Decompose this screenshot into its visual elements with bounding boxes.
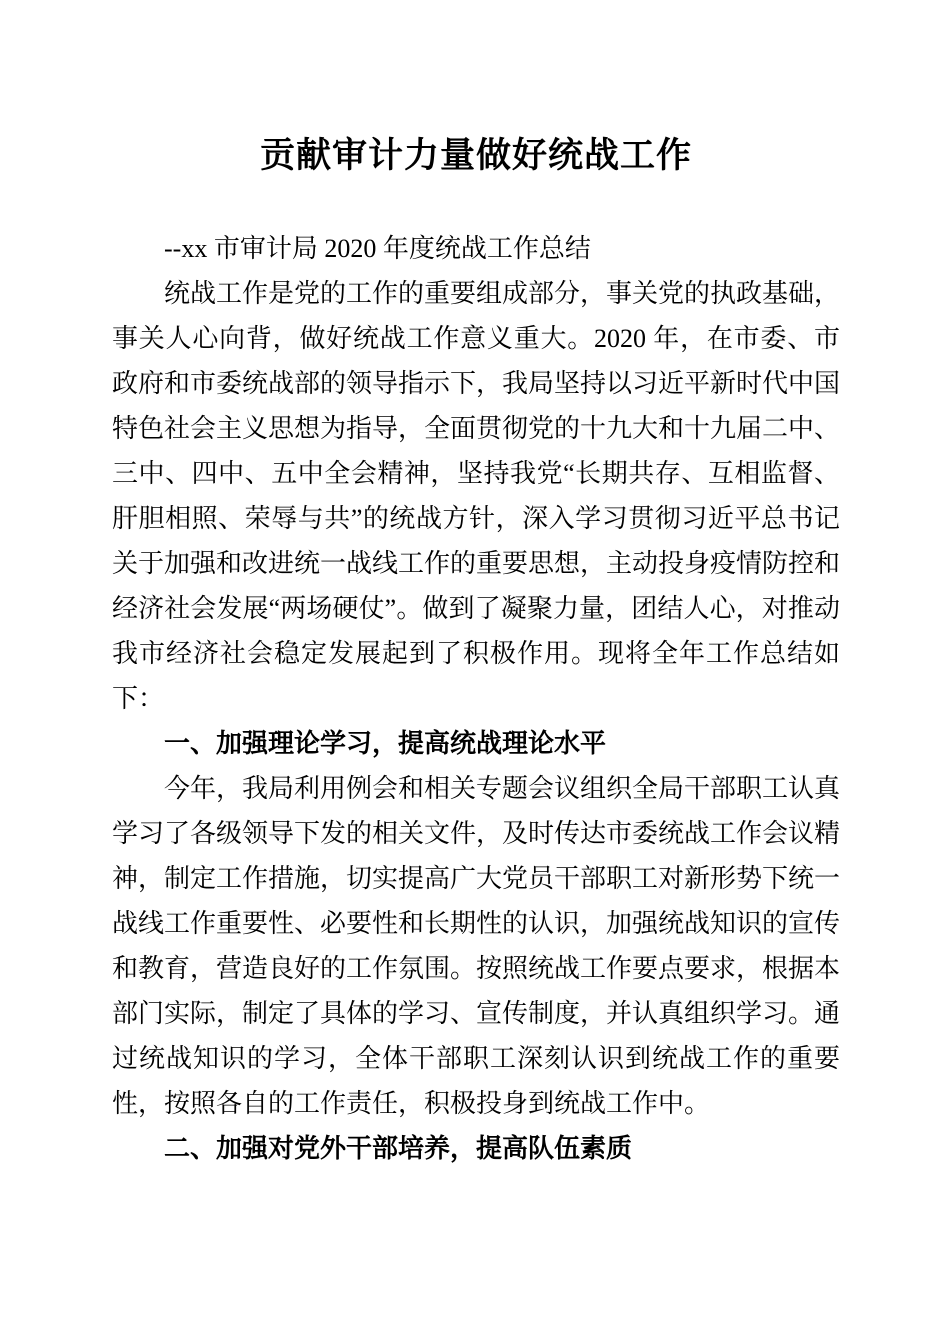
intro-paragraph: 统战工作是党的工作的重要组成部分，事关党的执政基础，事关人心向背，做好统战工作意义重大。2020 年，在市委、市政府和市委统战部的领导指示下，我局坚持以习近平新时代中国特色社会主义思想为指导，全面贯彻党的十九大和十九届二中、三中、四中、五中全会精神，坚持我党“长期共存、互相监督、肝胆相照、荣辱与共”的统战方针，深入学习贯彻习近平总书记关于加强和改进统一战线工作的重要思想，主动投身疫情防控和经济社会发展“两场硬仗”。做到了凝聚力量，团结人心，对推动我市经济社会稳定发展起到了积极作用。现将全年工作总结如下： xyxy=(112,279,841,713)
section-2-heading: 二、加强对党外干部培养，提高队伍素质 xyxy=(164,1133,633,1163)
section-1-heading: 一、加强理论学习，提高统战理论水平 xyxy=(164,728,607,758)
document-subtitle: --xx 市审计局 2020 年度统战工作总结 xyxy=(164,234,591,263)
section-1-paragraph: 今年，我局利用例会和相关专题会议组织全局干部职工认真学习了各级领导下发的相关文件，及时传达市委统战工作会议精神，制定工作措施，切实提高广大党员干部职工对新形势下统一战线工作重要性、必要性和长期性的认识，加强统战知识的宣传和教育，营造良好的工作氛围。按照统战工作要点要求，根据本部门实际，制定了具体的学习、宣传制度，并认真组织学习。通过统战知识的学习，全体干部职工深刻认识到统战工作的重要性，按照各自的工作责任，积极投身到统战工作中。 xyxy=(112,774,841,1118)
document-title: 贡献审计力量做好统战工作 xyxy=(259,136,692,175)
